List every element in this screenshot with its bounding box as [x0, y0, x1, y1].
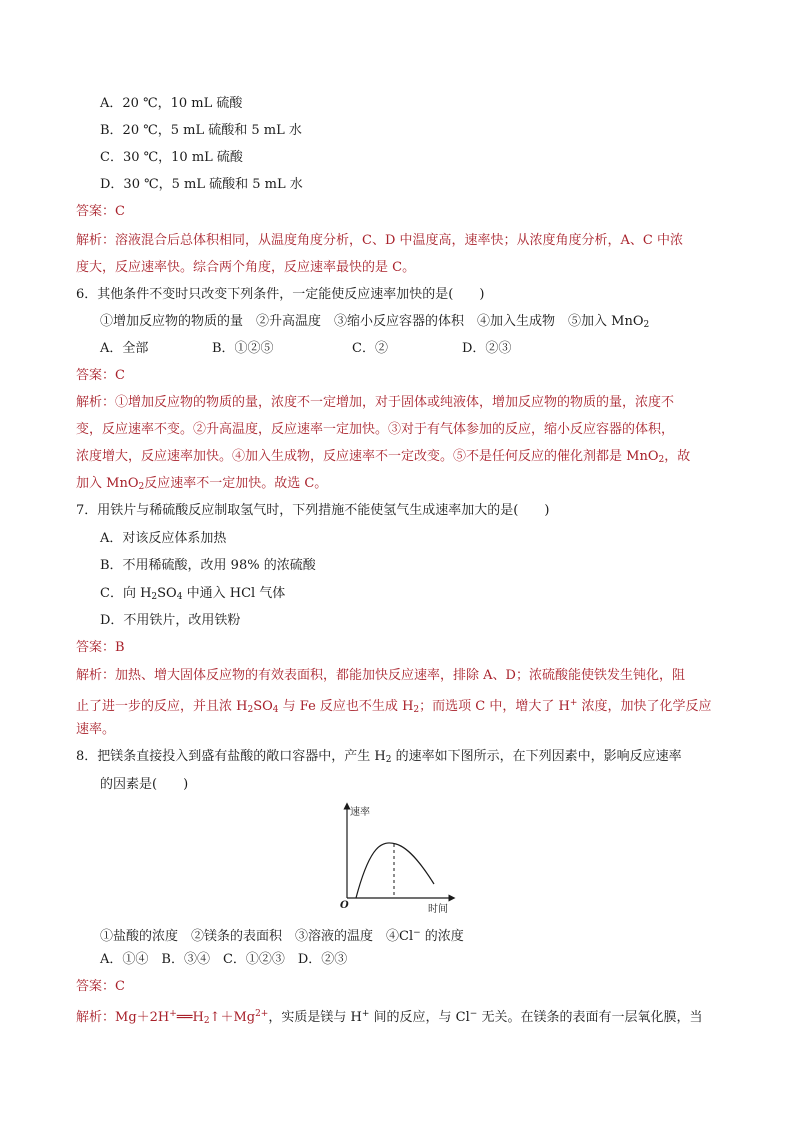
q6-explanation-line-4: [76, 474, 327, 497]
option-text: SO: [157, 586, 177, 601]
q5-option-c: C．30 ℃，10 mL 硫酸: [100, 150, 243, 165]
q6-conditions: [100, 312, 649, 335]
option-text: C．向 H: [100, 586, 152, 601]
q8-explanation-line-1: [76, 1004, 702, 1031]
superscript: −: [469, 1009, 478, 1019]
q7-stem: 7．用铁片与稀硫酸反应制取氢气时，下列措施不能使氢气生成速率加大的是( ): [76, 503, 550, 518]
q6-answer: [76, 366, 125, 386]
answer-label: 答案：: [76, 640, 116, 655]
explanation-text: ①增加反应物的物质的量，浓度不一定增加，对于固体或纯液体，增加反应物的物质的量，浓度不: [115, 395, 675, 410]
q7-option-c: [100, 584, 285, 607]
q6-stem: 6．其他条件不变时只改变下列条件，一定能使反应速率加快的是( ): [76, 287, 485, 302]
answer-label: 答案：: [76, 368, 116, 383]
explanation-text: 无关。在镁条的表面有一层氧化膜，当: [477, 1010, 703, 1025]
subscript: 4: [272, 705, 279, 715]
explanation-text: 反应速率不一定加快。故选 C。: [144, 476, 328, 491]
explanation-text: 止了进一步的反应，并且浓 H: [76, 699, 248, 714]
explanation-text: SO: [253, 699, 273, 714]
q5-explanation-line-1: [76, 231, 683, 251]
explanation-text: ，实质是镁与 H: [268, 1010, 362, 1025]
explanation-text: 浓度增大，反应速率加快。④加入生成物，反应速率不一定改变。⑤不是任何反应的催化剂都是 MnO: [76, 449, 659, 464]
q7-explanation-line-3: 速率。: [76, 722, 116, 737]
subscript: 4: [176, 592, 183, 602]
superscript: +: [361, 1009, 370, 1019]
superscript: +: [169, 1009, 177, 1019]
q5-answer: [76, 202, 125, 222]
explanation-label: 解析：: [76, 233, 116, 248]
subscript: 2: [643, 320, 650, 330]
q5-option-a: A．20 ℃，10 mL 硫酸: [100, 96, 243, 111]
conditions-text: ①增加反应物的物质的量 ②升高温度 ③缩小反应容器的体积 ④加入生成物 ⑤加入 MnO: [100, 314, 644, 329]
y-axis-label: 速率: [350, 807, 370, 818]
explanation-text: 加入 MnO: [76, 476, 139, 491]
q5-explanation-line-2: 度大，反应速率快。综合两个角度，反应速率最快的是 C。: [76, 260, 416, 275]
explanation-text: 溶液混合后总体积相同，从温度角度分析，C、D 中温度高，速率快；从浓度角度分析，A、C 中浓: [115, 233, 683, 248]
q7-option-a: A．对该反应体系加热: [100, 531, 227, 546]
q5-option-d: D．30 ℃，5 mL 硫酸和 5 mL 水: [100, 177, 303, 192]
explanation-text: ↑＋Mg: [209, 1010, 256, 1025]
q8-answer: [76, 977, 125, 997]
answer-value: C: [115, 368, 125, 383]
subscript: 2: [413, 705, 420, 715]
explanation-text: 浓度，加快了化学反应: [577, 699, 712, 714]
q8-stem-line-1: [76, 747, 682, 770]
rate-curve: [356, 843, 434, 898]
q6-explanation-line-1: [76, 393, 674, 413]
superscript: +: [569, 698, 578, 708]
stem-text: 的速率如下图所示，在下列因素中，影响反应速率: [391, 749, 682, 764]
superscript: −: [413, 928, 421, 938]
explanation-label: 解析：: [76, 1010, 116, 1025]
q8-options: A．①④ B．③④ C．①②③ D．②③: [100, 952, 348, 967]
explanation-text: 间的反应，与 Cl: [369, 1010, 470, 1025]
answer-label: 答案：: [76, 979, 116, 994]
subscript: 2: [385, 755, 392, 765]
q7-option-b: B．不用稀硫酸，改用 98% 的浓硫酸: [100, 558, 316, 573]
q8-stem-line-2: 的因素是( ): [100, 777, 189, 792]
q6-option-b: B．①②⑤: [212, 341, 274, 356]
subscript: 2: [247, 705, 254, 715]
option-text: 中通入 HCl 气体: [182, 586, 286, 601]
q8-factors: [100, 923, 464, 947]
rate-time-chart: [330, 800, 460, 918]
q7-explanation-line-1: [76, 666, 685, 686]
explanation-text: ══H: [176, 1010, 204, 1025]
factors-text: ①盐酸的浓度 ②镁条的表面积 ③溶液的温度 ④Cl: [100, 929, 414, 944]
answer-label: 答案：: [76, 204, 116, 219]
explanation-label: 解析：: [76, 668, 116, 683]
subscript: 2: [151, 592, 158, 602]
q6-option-d: D．②③: [462, 341, 512, 356]
q5-option-b: B．20 ℃，5 mL 硫酸和 5 mL 水: [100, 123, 302, 138]
explanation-text: ，故: [664, 449, 691, 464]
explanation-text: 与 Fe 反应也不生成 H: [278, 699, 414, 714]
origin-label: O: [340, 900, 349, 911]
subscript: 2: [658, 455, 665, 465]
explanation-text: 加热、增大固体反应物的有效表面积，都能加快反应速率，排除 A、D；浓硫酸能使铁发生钝化，阻: [115, 668, 685, 683]
stem-text: 8．把镁条直接投入到盛有盐酸的敞口容器中，产生 H: [76, 749, 386, 764]
q6-option-a: A．全部: [100, 341, 149, 356]
q6-explanation-line-3: [76, 447, 690, 470]
q7-option-d: D．不用铁片，改用铁粉: [100, 613, 241, 628]
q6-explanation-line-2: 变，反应速率不变。②升高温度，反应速率一定加快。③对于有气体参加的反应，缩小反应容器的体积，: [76, 422, 675, 437]
subscript: 2: [203, 1016, 210, 1026]
q6-option-c: C．②: [352, 341, 388, 356]
q7-explanation-line-2: [76, 693, 712, 720]
answer-value: C: [115, 979, 125, 994]
factors-text: 的浓度: [420, 929, 464, 944]
answer-value: C: [115, 204, 125, 219]
q7-answer: [76, 638, 125, 658]
explanation-text: ；而选项 C 中，增大了 H: [419, 699, 570, 714]
superscript: 2+: [255, 1009, 269, 1019]
explanation-text: Mg＋2H: [115, 1010, 170, 1025]
x-axis-label: 时间: [428, 904, 448, 915]
subscript: 2: [138, 482, 145, 492]
answer-value: B: [115, 640, 125, 655]
explanation-label: 解析：: [76, 395, 116, 410]
